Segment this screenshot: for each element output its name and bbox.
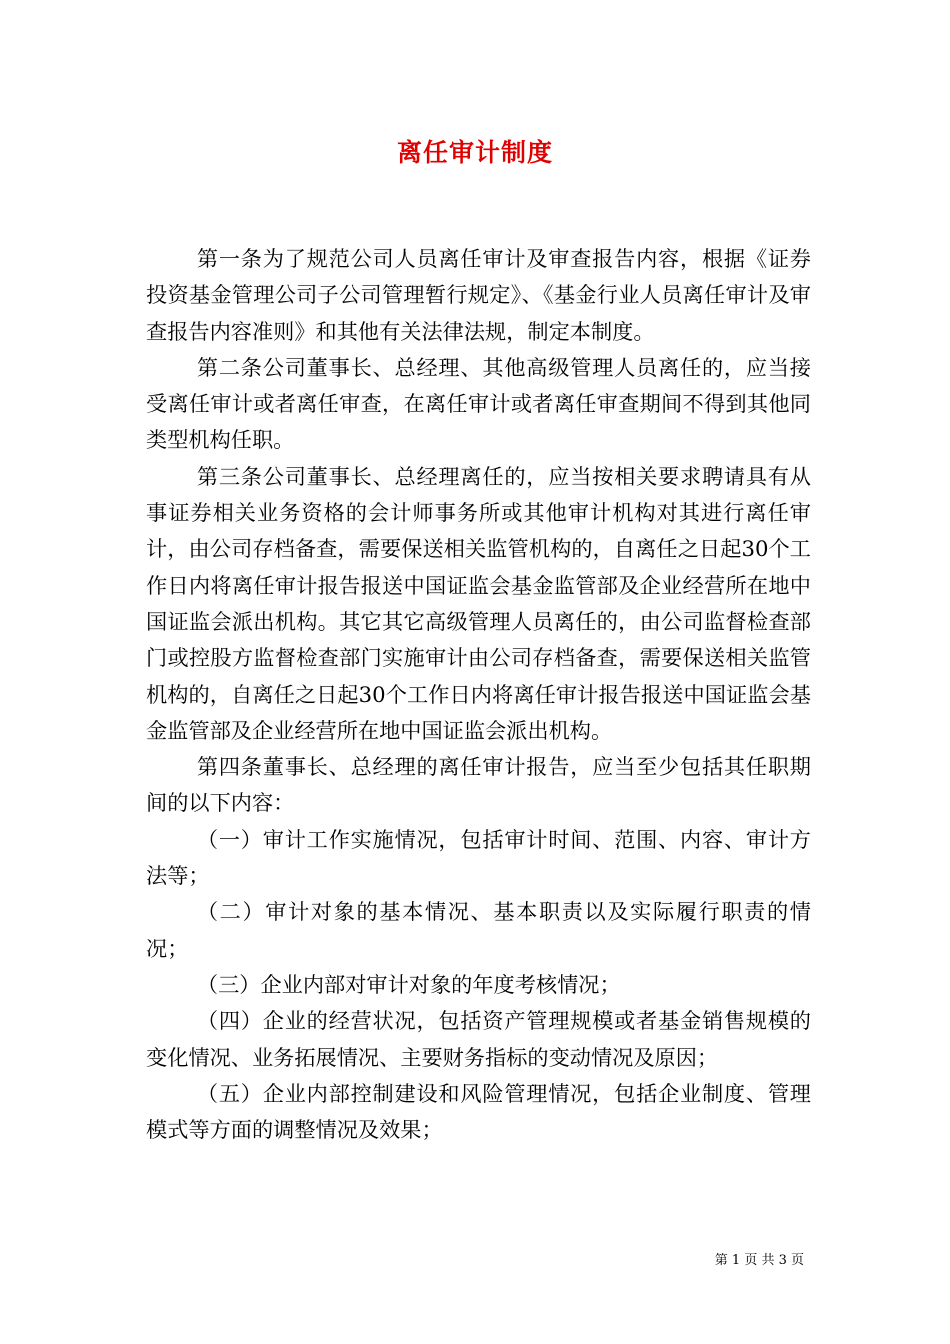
list-item-1: （一）审计工作实施情况，包括审计时间、范围、内容、审计方法等； [146,826,811,889]
list-item-2: （二）审计对象的基本情况、基本职责以及实际履行职责的情况； [146,899,811,961]
article-3: 第三条公司董事长、总经理离任的，应当按相关要求聘请具有从事证券相关业务资格的会计师事务所或其他审计机构对其进行离任审计，由公司存档备查，需要保送相关监管机构的，自离任之日起30个工作日内将离任审计报告报送中国证监会基金监管部及企业经营所在地中国证监会派出机构。其它其它高级管理人员离任的，由公司监督检查部门或控股方监督检查部门实施审计由公司存档备查，需要保送相关监管机构的，自离任之日起30个工作日内将离任审计报告报送中国证监会基金监管部及企业经营所在地中国证监会派出机构。 [146,463,811,743]
list-item-4: （四）企业的经营状况，包括资产管理规模或者基金销售规模的变化情况、业务拓展情况、主要财务指标的变动情况及原因； [146,1008,811,1070]
page-number: 第 1 页 共 3 页 [714,1253,804,1268]
document-body [146,241,811,1148]
article-4: 第四条董事长、总经理的离任审计报告，应当至少包括其任职期间的以下内容： [146,754,811,816]
article-1: 第一条为了规范公司人员离任审计及审查报告内容，根据《证券投资基金管理公司子公司管理暂行规定》、《基金行业人员离任审计及审查报告内容准则》和其他有关法律法规，制定本制度。 [146,246,811,344]
list-item-3: （三）企业内部对审计对象的年度考核情况； [196,971,621,997]
document-title: 离任审计制度 [396,138,553,167]
article-2: 第二条公司董事长、总经理、其他高级管理人员离任的，应当接受离任审计或者离任审查，在离任审计或者离任审查期间不得到其他同类型机构任职。 [146,354,811,453]
list-item-5: （五）企业内部控制建设和风险管理情况，包括企业制度、管理模式等方面的调整情况及效果； [146,1080,811,1143]
